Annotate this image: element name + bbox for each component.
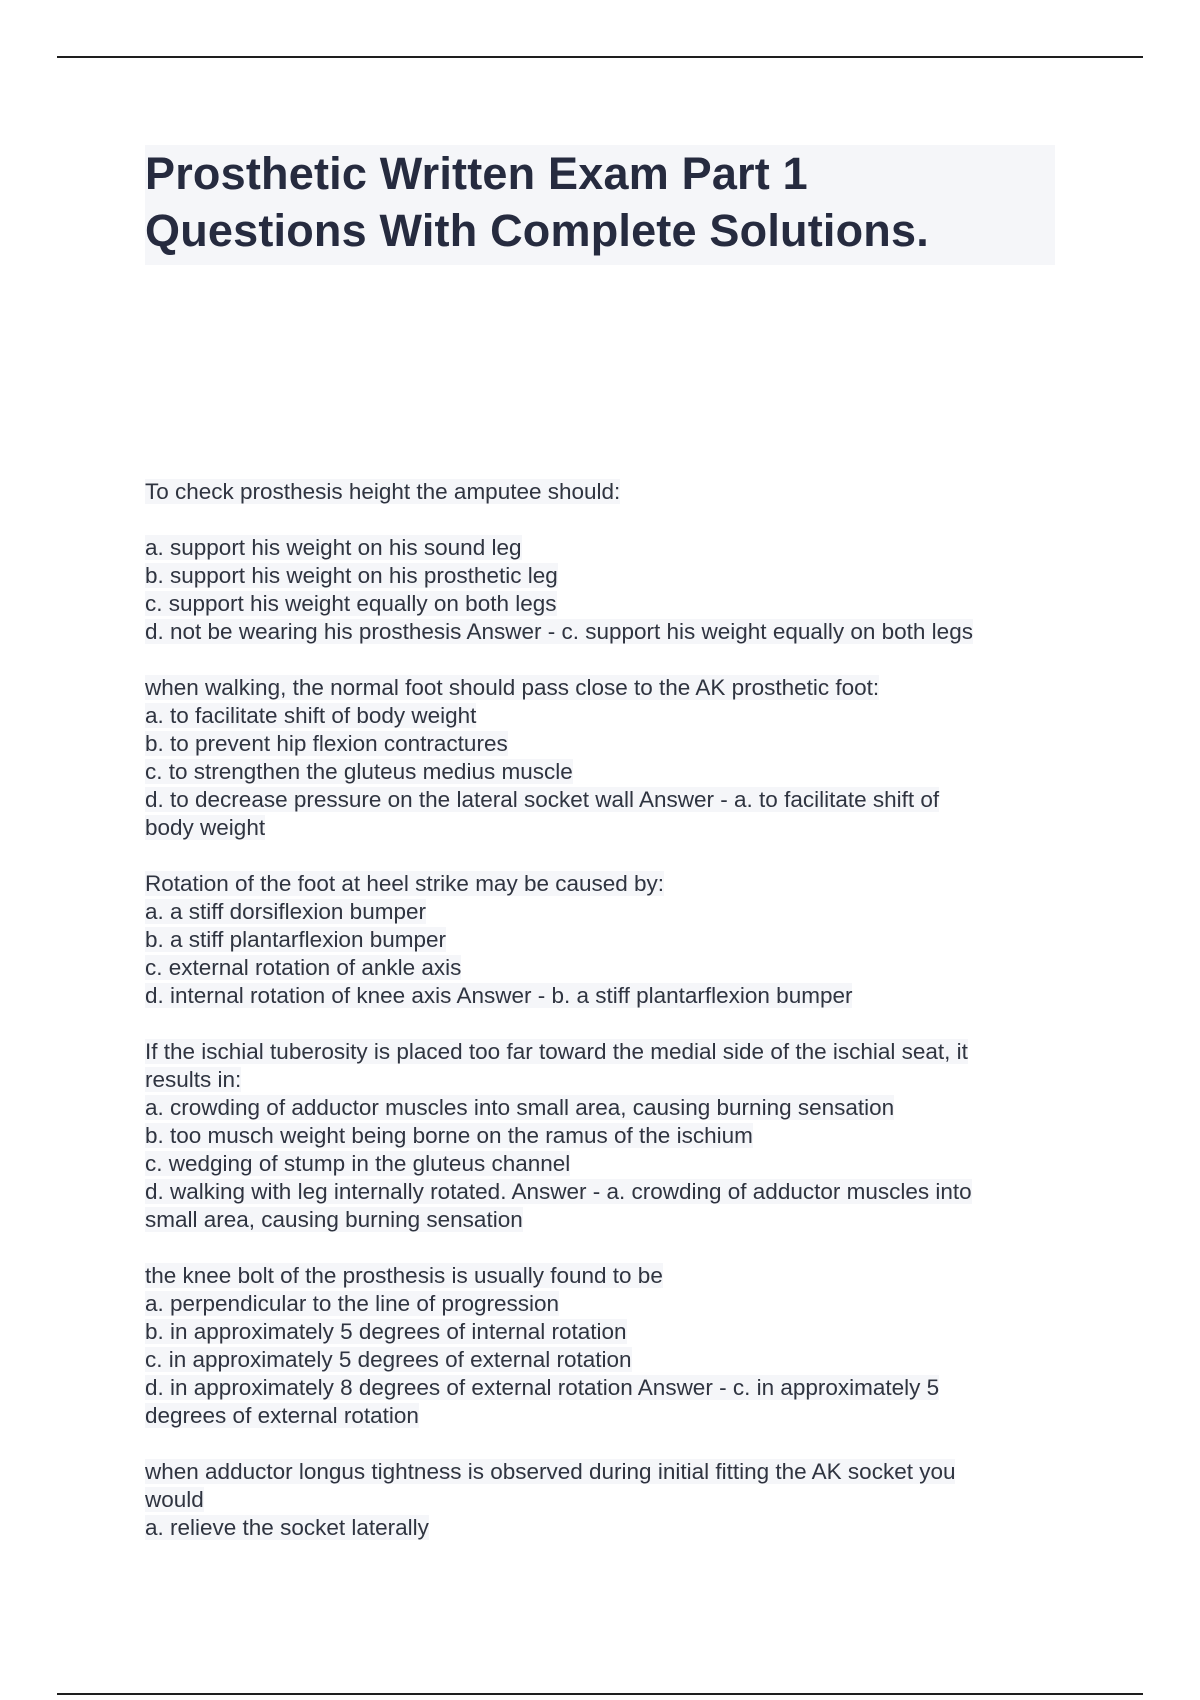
- question-stem: [145, 1458, 1045, 1486]
- title-line-1: Prosthetic Written Exam Part 1: [145, 148, 808, 199]
- answer-option-text: d. not be wearing his prosthesis Answer - c. support his weight equally on both legs: [145, 619, 973, 644]
- question-stem-text: results in:: [145, 1067, 242, 1092]
- question-block: [145, 870, 1045, 1010]
- answer-option: [145, 1318, 1045, 1346]
- question-stem-text: when walking, the normal foot should pass close to the AK prosthetic foot:: [145, 675, 880, 700]
- question-block: [145, 1262, 1045, 1430]
- answer-option-text: c. in approximately 5 degrees of external rotation: [145, 1347, 632, 1372]
- answer-option-text: a. relieve the socket laterally: [145, 1515, 429, 1540]
- answer-option-text: small area, causing burning sensation: [145, 1207, 523, 1232]
- answer-option-text: d. internal rotation of knee axis Answer - b. a stiff plantarflexion bumper: [145, 983, 853, 1008]
- answer-option: [145, 1206, 1045, 1234]
- title-line-2: Questions With Complete Solutions.: [145, 205, 929, 256]
- answer-option-text: a. a stiff dorsiflexion bumper: [145, 899, 426, 924]
- answer-option: [145, 618, 1045, 646]
- answer-option: [145, 702, 1045, 730]
- answer-option: [145, 590, 1045, 618]
- question-stem-text: To check prosthesis height the amputee should:: [145, 479, 621, 504]
- stem-spacer: [145, 506, 1045, 534]
- answer-option-text: b. a stiff plantarflexion bumper: [145, 927, 447, 952]
- answer-option: [145, 1122, 1045, 1150]
- answer-option-text: body weight: [145, 815, 266, 840]
- answer-option: [145, 1150, 1045, 1178]
- answer-option: [145, 814, 1045, 842]
- answer-option: [145, 926, 1045, 954]
- answer-option: [145, 730, 1045, 758]
- question-stem: [145, 1486, 1045, 1514]
- answer-option-text: degrees of external rotation: [145, 1403, 419, 1428]
- question-stem: [145, 1262, 1045, 1290]
- answer-option-text: d. in approximately 8 degrees of external rotation Answer - c. in approximately 5: [145, 1375, 940, 1400]
- answer-option: [145, 786, 1045, 814]
- answer-option-text: c. to strengthen the gluteus medius muscle: [145, 759, 573, 784]
- answer-option: [145, 1094, 1045, 1122]
- question-block: [145, 674, 1045, 842]
- answer-option: [145, 982, 1045, 1010]
- answer-option-text: a. perpendicular to the line of progression: [145, 1291, 560, 1316]
- answer-option: [145, 1402, 1045, 1430]
- answer-option: [145, 1374, 1045, 1402]
- answer-option-text: d. to decrease pressure on the lateral socket wall Answer - a. to facilitate shift of: [145, 787, 940, 812]
- question-stem-text: when adductor longus tightness is observed during initial fitting the AK socket you: [145, 1459, 956, 1484]
- answer-option: [145, 758, 1045, 786]
- answer-option-text: b. in approximately 5 degrees of internal rotation: [145, 1319, 627, 1344]
- question-list: [145, 478, 1045, 1570]
- answer-option: [145, 1346, 1045, 1374]
- answer-option: [145, 1178, 1045, 1206]
- answer-option-text: c. wedging of stump in the gluteus channel: [145, 1151, 571, 1176]
- answer-option-text: a. crowding of adductor muscles into small area, causing burning sensation: [145, 1095, 895, 1120]
- answer-option: [145, 534, 1045, 562]
- answer-option: [145, 1514, 1045, 1542]
- answer-option: [145, 1290, 1045, 1318]
- answer-option: [145, 898, 1045, 926]
- answer-option-text: c. external rotation of ankle axis: [145, 955, 462, 980]
- answer-option-text: a. to facilitate shift of body weight: [145, 703, 477, 728]
- question-stem-text: the knee bolt of the prosthesis is usually found to be: [145, 1263, 663, 1288]
- question-stem-text: would: [145, 1487, 204, 1512]
- question-stem: [145, 674, 1045, 702]
- answer-option-text: b. support his weight on his prosthetic leg: [145, 563, 558, 588]
- question-stem: [145, 870, 1045, 898]
- question-block: [145, 1458, 1045, 1542]
- top-rule: [57, 56, 1143, 58]
- question-block: [145, 1038, 1045, 1234]
- answer-option-text: a. support his weight on his sound leg: [145, 535, 522, 560]
- answer-option: [145, 954, 1045, 982]
- answer-option: [145, 562, 1045, 590]
- answer-option-text: b. too musch weight being borne on the ramus of the ischium: [145, 1123, 753, 1148]
- bottom-rule: [57, 1693, 1143, 1695]
- question-stem: [145, 1066, 1045, 1094]
- question-block: [145, 478, 1045, 646]
- question-stem: [145, 1038, 1045, 1066]
- answer-option-text: b. to prevent hip flexion contractures: [145, 731, 508, 756]
- question-stem: [145, 478, 1045, 506]
- question-stem-text: Rotation of the foot at heel strike may be caused by:: [145, 871, 665, 896]
- answer-option-text: c. support his weight equally on both legs: [145, 591, 557, 616]
- document-title: [145, 145, 1055, 265]
- answer-option-text: d. walking with leg internally rotated. Answer - a. crowding of adductor muscles into: [145, 1179, 972, 1204]
- question-stem-text: If the ischial tuberosity is placed too far toward the medial side of the ischial seat, it: [145, 1039, 968, 1064]
